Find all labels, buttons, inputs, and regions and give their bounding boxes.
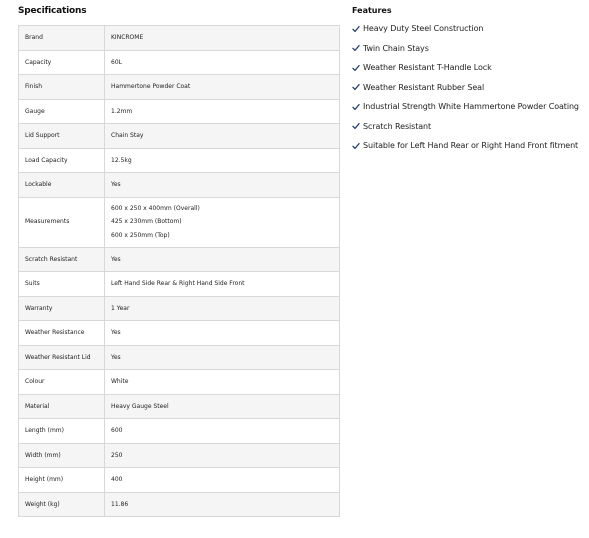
feature-text: Suitable for Left Hand Rear or Right Hand Front fitment xyxy=(363,141,579,151)
spec-value: 250 xyxy=(105,443,340,468)
spec-value: Yes xyxy=(105,321,340,346)
spec-value: Yes xyxy=(105,247,340,272)
feature-text: Weather Resistant T-Handle Lock xyxy=(363,63,492,73)
checkmark-icon xyxy=(352,83,360,91)
spec-label: Material xyxy=(19,394,105,419)
list-item xyxy=(352,58,584,78)
spec-value: 11.86 xyxy=(105,492,340,517)
feature-text: Heavy Duty Steel Construction xyxy=(363,24,484,34)
feature-text: Weather Resistant Rubber Seal xyxy=(363,82,485,92)
spec-label: Measurements xyxy=(19,197,105,247)
spec-label: Lid Support xyxy=(19,124,105,149)
spec-label: Finish xyxy=(19,75,105,100)
table-row xyxy=(19,468,340,493)
specifications-table xyxy=(18,25,340,517)
table-row xyxy=(19,296,340,321)
spec-label: Brand xyxy=(19,26,105,51)
table-row xyxy=(19,124,340,149)
spec-label: Width (mm) xyxy=(19,443,105,468)
table-row xyxy=(19,394,340,419)
list-item xyxy=(352,39,584,59)
spec-value: 1 Year xyxy=(105,296,340,321)
spec-value: White xyxy=(105,370,340,395)
table-row xyxy=(19,197,340,247)
spec-label: Weather Resistance xyxy=(19,321,105,346)
features-list xyxy=(352,19,584,156)
spec-value: 12.5kg xyxy=(105,148,340,173)
spec-value: Yes xyxy=(105,345,340,370)
spec-label: Colour xyxy=(19,370,105,395)
feature-text: Industrial Strength White Hammertone Powder Coating xyxy=(363,102,579,112)
list-item xyxy=(352,19,584,39)
table-row xyxy=(19,345,340,370)
spec-label: Gauge xyxy=(19,99,105,124)
spec-label: Weight (kg) xyxy=(19,492,105,517)
measurement-line: 600 x 250mm (Top) xyxy=(111,231,170,239)
checkmark-icon xyxy=(352,25,360,33)
checkmark-icon xyxy=(352,142,360,150)
spec-value: Left Hand Side Rear & Right Hand Side Front xyxy=(105,272,340,297)
table-row xyxy=(19,247,340,272)
checkmark-icon xyxy=(352,64,360,72)
spec-label: Height (mm) xyxy=(19,468,105,493)
spec-value: 400 xyxy=(105,468,340,493)
table-row xyxy=(19,492,340,517)
table-row xyxy=(19,75,340,100)
spec-value: Chain Stay xyxy=(105,124,340,149)
spec-label: Capacity xyxy=(19,50,105,75)
list-item xyxy=(352,97,584,117)
spec-label: Load Capacity xyxy=(19,148,105,173)
spec-label: Warranty xyxy=(19,296,105,321)
features-heading: Features xyxy=(352,6,392,15)
list-item xyxy=(352,136,584,156)
spec-value: 60L xyxy=(105,50,340,75)
list-item xyxy=(352,78,584,98)
spec-value: 1.2mm xyxy=(105,99,340,124)
spec-label: Lockable xyxy=(19,173,105,198)
table-row xyxy=(19,173,340,198)
measurement-line: 600 x 250 x 400mm (Overall) xyxy=(111,204,200,212)
table-row xyxy=(19,272,340,297)
feature-text: Scratch Resistant xyxy=(363,121,432,131)
table-row xyxy=(19,50,340,75)
list-item xyxy=(352,117,584,137)
features-section xyxy=(352,6,584,156)
specifications-heading: Specifications xyxy=(18,6,87,16)
spec-value: 600 xyxy=(105,419,340,444)
table-row xyxy=(19,419,340,444)
spec-label: Suits xyxy=(19,272,105,297)
measurement-line: 425 x 230mm (Bottom) xyxy=(111,218,182,226)
table-row xyxy=(19,321,340,346)
spec-value: Heavy Gauge Steel xyxy=(105,394,340,419)
spec-value: KINCROME xyxy=(105,26,340,51)
table-row xyxy=(19,26,340,51)
spec-value: Hammertone Powder Coat xyxy=(105,75,340,100)
checkmark-icon xyxy=(352,103,360,111)
table-row xyxy=(19,443,340,468)
spec-label: Length (mm) xyxy=(19,419,105,444)
spec-value xyxy=(105,197,340,247)
checkmark-icon xyxy=(352,122,360,130)
spec-label: Weather Resistant Lid xyxy=(19,345,105,370)
table-row xyxy=(19,370,340,395)
table-row xyxy=(19,99,340,124)
spec-label: Scratch Resistant xyxy=(19,247,105,272)
feature-text: Twin Chain Stays xyxy=(363,43,429,53)
table-row xyxy=(19,148,340,173)
checkmark-icon xyxy=(352,44,360,52)
spec-value: Yes xyxy=(105,173,340,198)
